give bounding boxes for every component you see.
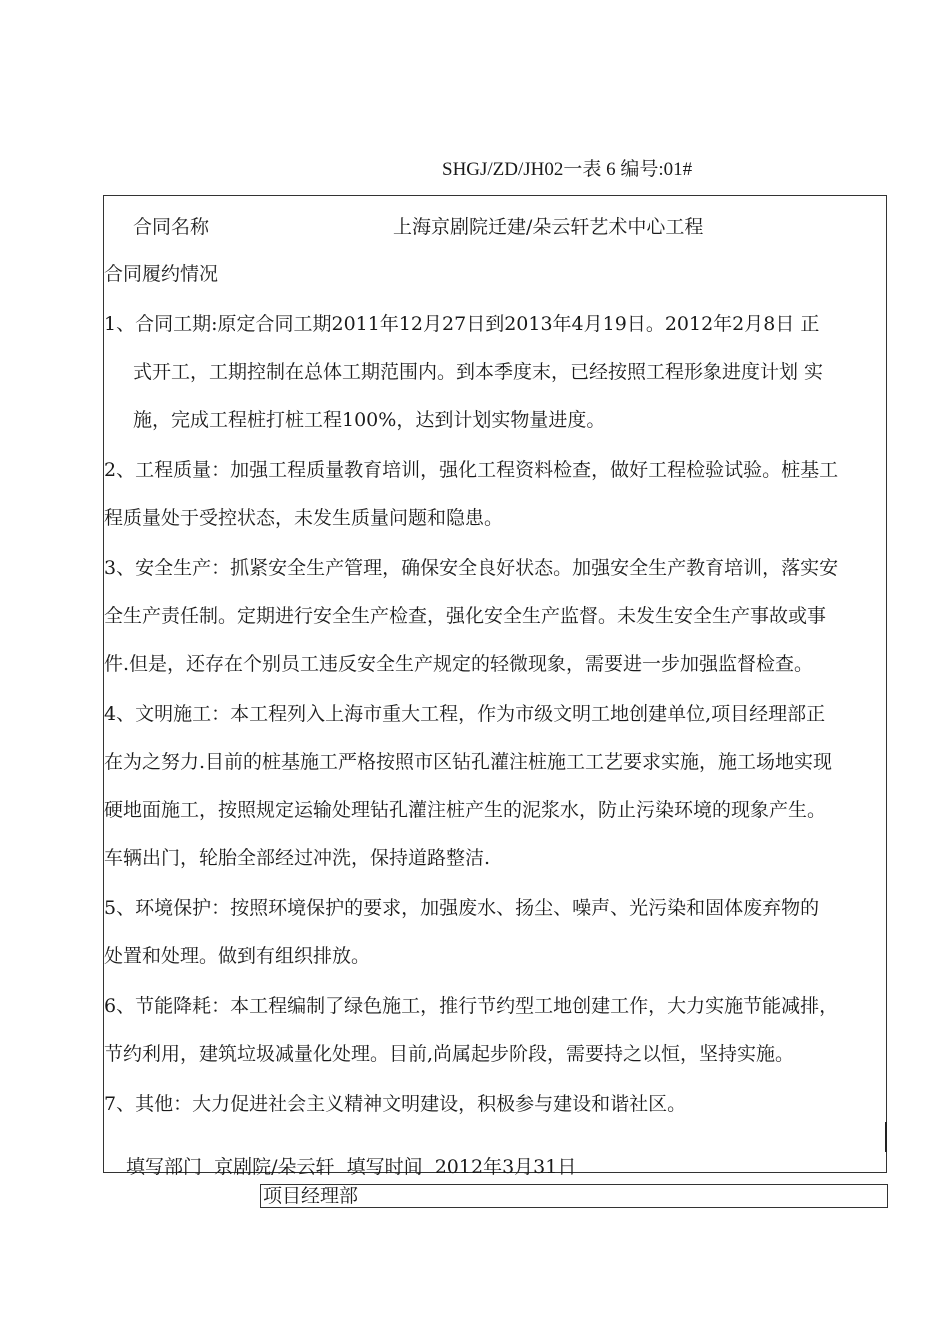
body-line: 在为之努力.目前的桩基施工严格按照市区钻孔灌注桩施工工艺要求实施，施工场地实现 <box>104 751 833 773</box>
body-line: 硬地面施工，按照规定运输处理钻孔灌注桩产生的泥浆水，防止污染环境的现象产生。 <box>104 799 827 821</box>
fill-time-value: 2012年3月31日 <box>434 1156 577 1178</box>
body-line: 2、工程质量：加强工程质量教育培训，强化工程资料检查，做好工程检验试验。桩基工 <box>104 459 839 481</box>
footer-row <box>126 1152 576 1179</box>
section-title: 合同履约情况 <box>104 263 219 285</box>
body-line: 6、节能降耗：本工程编制了绿色施工，推行节约型工地创建工作，大力实施节能减排， <box>104 995 839 1017</box>
body-line: 施，完成工程桩打桩工程100%，达到计划实物量进度。 <box>133 409 606 431</box>
body-line: 7、其他：大力促进社会主义精神文明建设，积极参与建设和谐社区。 <box>104 1093 687 1115</box>
contract-name-label: 合同名称 <box>133 216 210 238</box>
fill-dept-label: 填写部门 <box>126 1156 203 1178</box>
dept-unit-cell: 项目经理部 <box>260 1184 888 1208</box>
frame-marker <box>885 1122 887 1152</box>
fill-time-label: 填写时间 <box>346 1156 423 1178</box>
fill-dept-value: 京剧院/朵云轩 <box>214 1156 335 1178</box>
body-line: 4、文明施工：本工程列入上海市重大工程，作为市级文明工地创建单位,项目经理部正 <box>104 703 826 725</box>
body-line: 件.但是，还存在个别员工违反安全生产规定的轻微现象，需要进一步加强监督检查。 <box>104 653 814 675</box>
body-line: 式开工，工期控制在总体工期范围内。到本季度末，已经按照工程形象进度计划 实 <box>133 361 824 383</box>
body-line: 处置和处理。做到有组织排放。 <box>104 945 371 967</box>
body-line: 全生产责任制。定期进行安全生产检查，强化安全生产监督。未发生安全生产事故或事 <box>104 605 827 627</box>
body-line: 程质量处于受控状态，未发生质量问题和隐患。 <box>104 507 504 529</box>
body-line: 1、合同工期:原定合同工期2011年12月27日到2013年4月19日。2012年2月8日 正 <box>104 313 820 335</box>
body-line: 节约利用，建筑垃圾减量化处理。目前,尚属起步阶段，需要持之以恒，坚持实施。 <box>104 1043 795 1065</box>
form-frame <box>103 195 887 1173</box>
contract-name-value: 上海京剧院迁建/朵云轩艺术中心工程 <box>393 216 704 238</box>
document-code: SHGJ/ZD/JH02一表 6 编号:01# <box>442 159 693 180</box>
body-line: 5、环境保护：按照环境保护的要求，加强废水、扬尘、噪声、光污染和固体废弃物的 <box>104 897 820 919</box>
body-line: 车辆出门，轮胎全部经过冲洗，保持道路整洁. <box>104 847 491 869</box>
body-line: 3、安全生产：抓紧安全生产管理，确保安全良好状态。加强安全生产教育培训，落实安 <box>104 557 839 579</box>
